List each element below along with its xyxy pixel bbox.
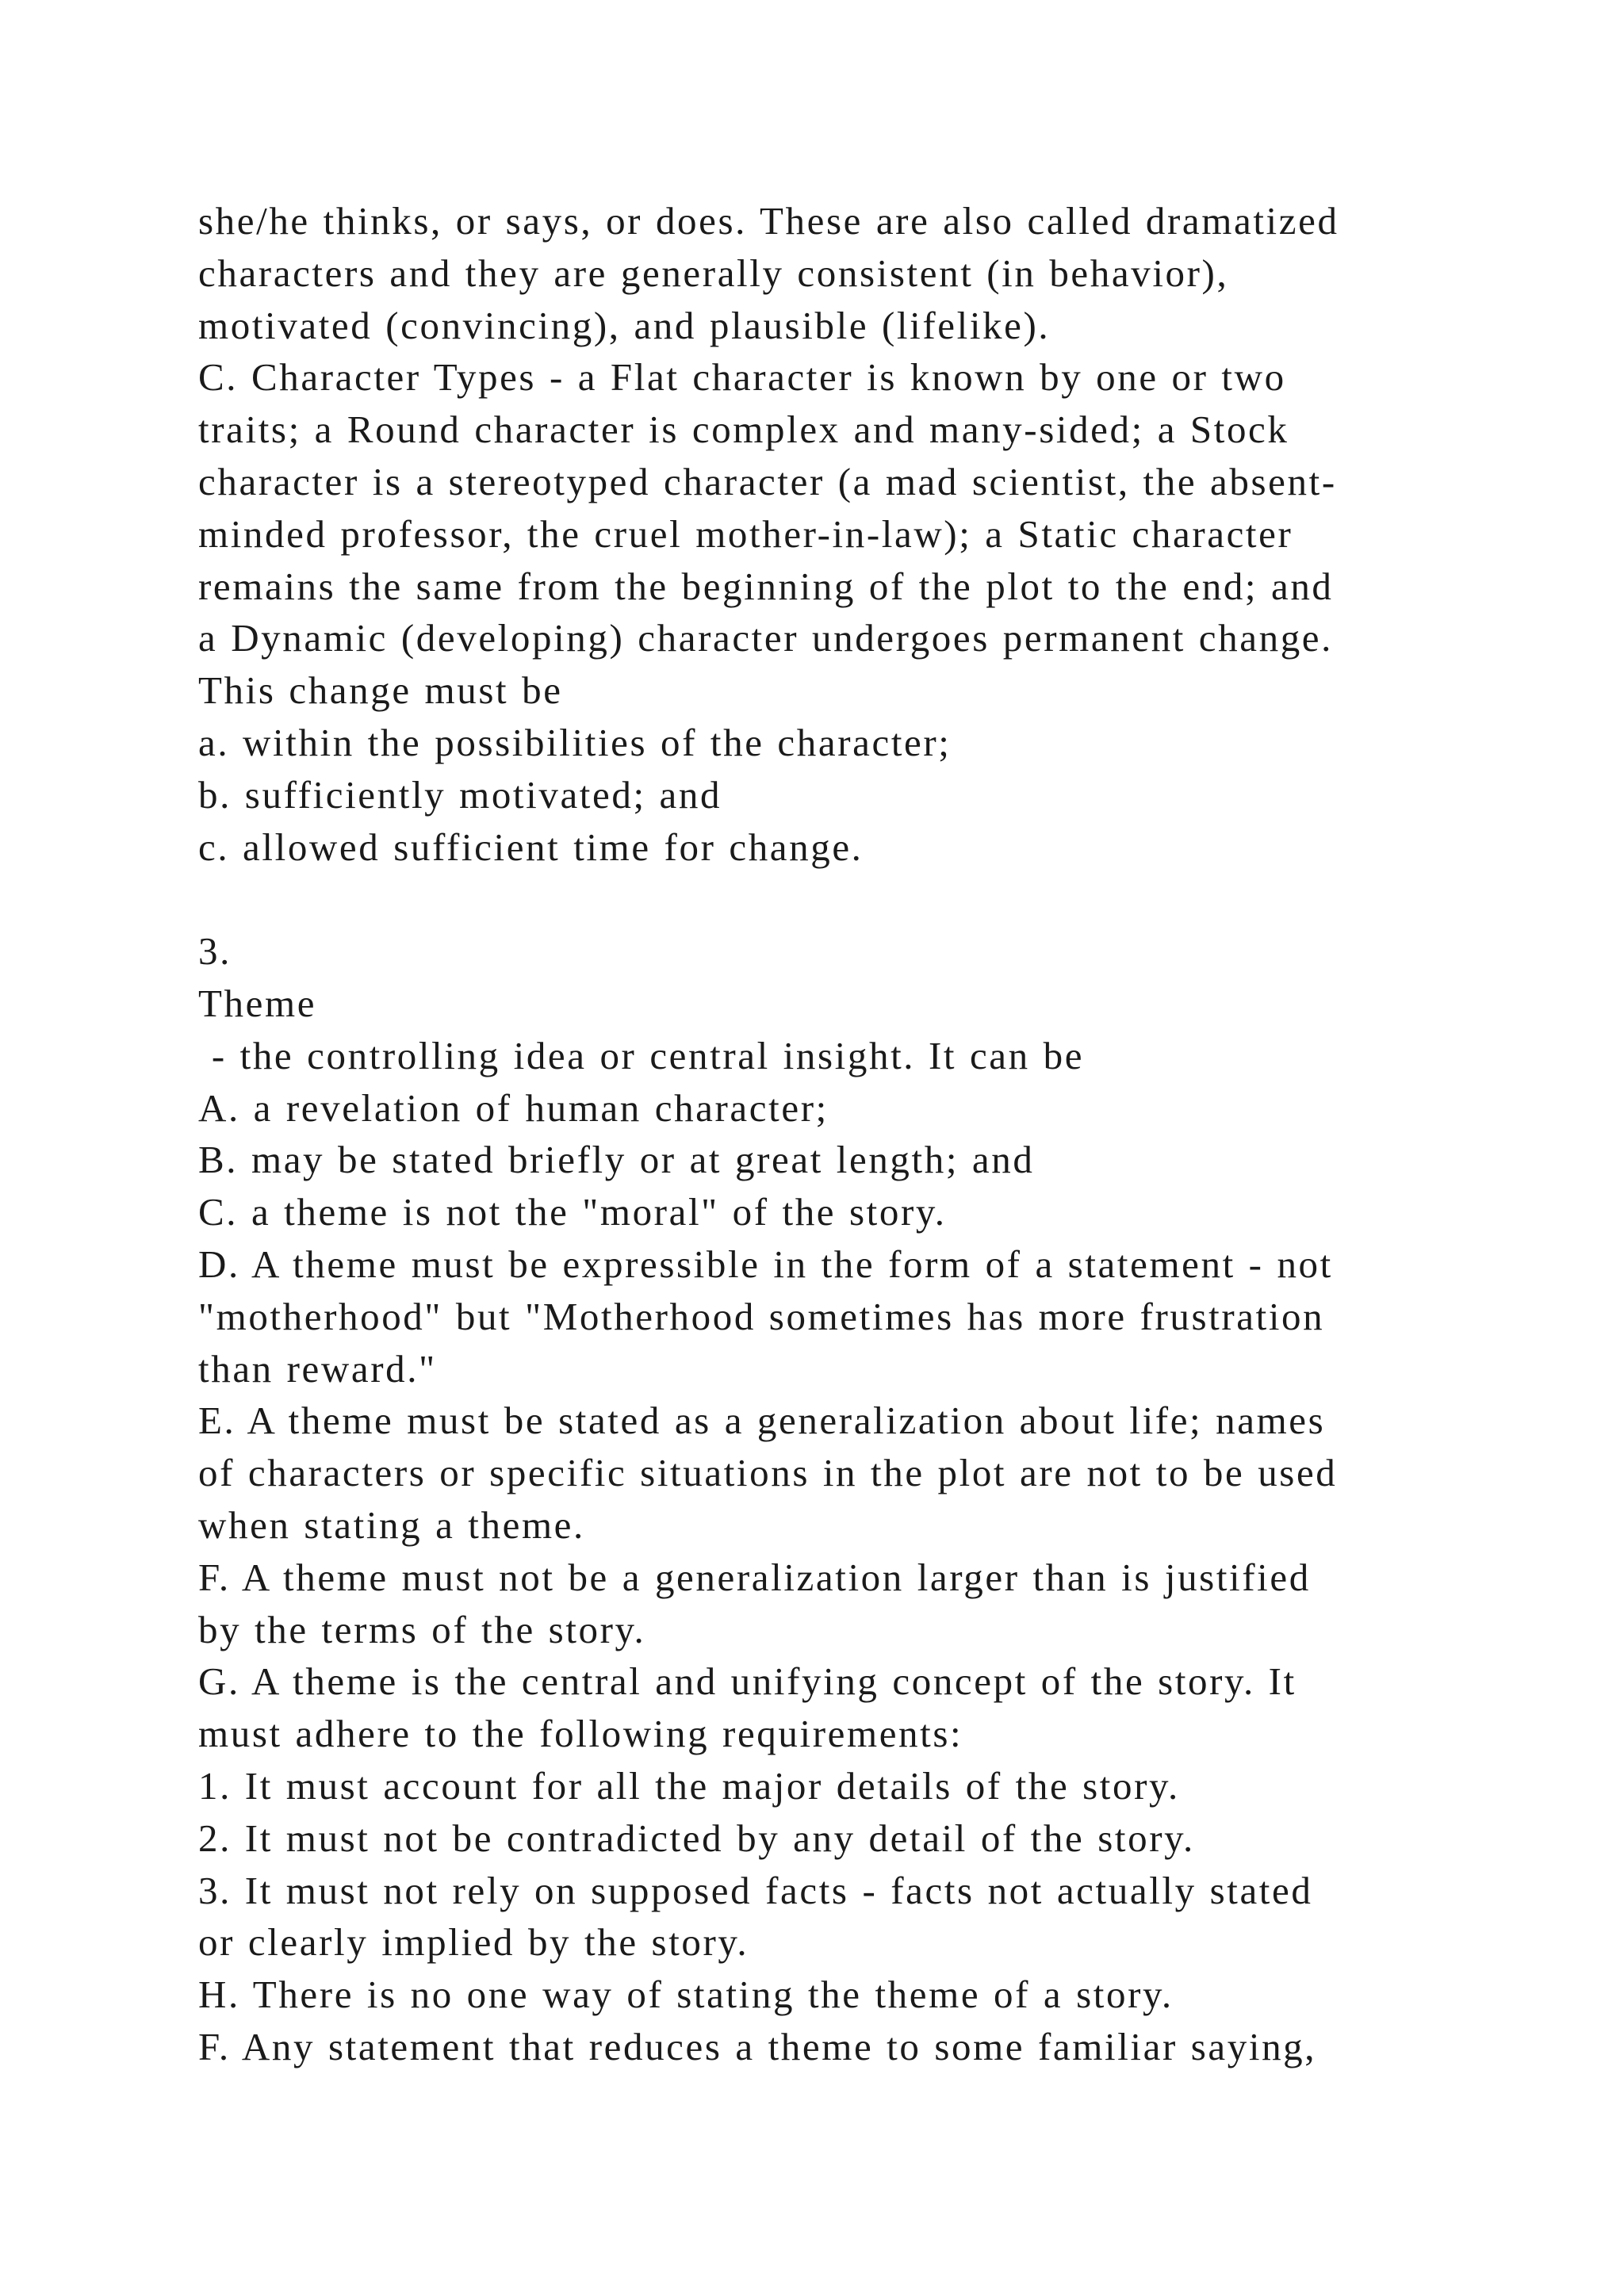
text-line: she/he thinks, or says, or does. These are also called dramatized (198, 199, 1339, 243)
list-item-a: a. within the possibilities of the character; (198, 720, 952, 764)
list-item: G. A theme is the central and unifying concept of the story. It (198, 1659, 1297, 1704)
text-line: remains the same from the beginning of the plot to the end; and (198, 564, 1334, 608)
text-line: - the controlling idea or central insight. It can be (198, 1033, 1085, 1077)
text-line: minded professor, the cruel mother-in-law); a Static character (198, 511, 1293, 556)
text-line: "motherhood" but "Motherhood sometimes has more frustration (198, 1294, 1325, 1338)
text-line: character is a stereotyped character (a mad scientist, the absent- (198, 459, 1337, 503)
numbered-item: 3. It must not rely on supposed facts - facts not actually stated (198, 1868, 1313, 1912)
text-line: motivated (convincing), and plausible (lifelike). (198, 303, 1051, 347)
list-item-c: c. allowed sufficient time for change. (198, 825, 864, 869)
numbered-item: 1. It must account for all the major details of the story. (198, 1763, 1180, 1808)
text-line: than reward." (198, 1346, 437, 1391)
list-item: C. a theme is not the "moral" of the story. (198, 1190, 947, 1234)
blank-line (198, 873, 1546, 925)
list-item-b: b. sufficiently motivated; and (198, 772, 722, 817)
list-item: A. a revelation of human character; (198, 1085, 829, 1130)
numbered-item: 2. It must not be contradicted by any detail of the story. (198, 1816, 1195, 1860)
text-line: or clearly implied by the story. (198, 1920, 749, 1965)
text-line: This change must be (198, 668, 563, 713)
text-line: by the terms of the story. (198, 1607, 646, 1651)
list-item: B. may be stated briefly or at great length; and (198, 1138, 1035, 1182)
list-item: E. A theme must be stated as a generalization about life; names (198, 1399, 1326, 1443)
document-body-text (198, 195, 1546, 2073)
list-item: F. A theme must not be a generalization larger than is justified (198, 1555, 1311, 1599)
list-item: H. There is no one way of stating the theme of a story. (198, 1973, 1174, 2017)
section-heading: Theme (198, 981, 317, 1025)
text-line: traits; a Round character is complex and many-sided; a Stock (198, 408, 1289, 452)
text-line: must adhere to the following requirements: (198, 1712, 963, 1756)
text-line: of characters or specific situations in the plot are not to be used (198, 1451, 1338, 1495)
text-line: characters and they are generally consistent (in behavior), (198, 251, 1229, 295)
text-line: C. Character Types - a Flat character is known by one or two (198, 355, 1286, 400)
text-line: when stating a theme. (198, 1502, 585, 1547)
section-number: 3. (198, 929, 232, 974)
list-item: F. Any statement that reduces a theme to some familiar saying, (198, 2024, 1317, 2068)
list-item: D. A theme must be expressible in the form of a statement - not (198, 1242, 1333, 1286)
text-line: a Dynamic (developing) character undergoes permanent change. (198, 616, 1333, 660)
